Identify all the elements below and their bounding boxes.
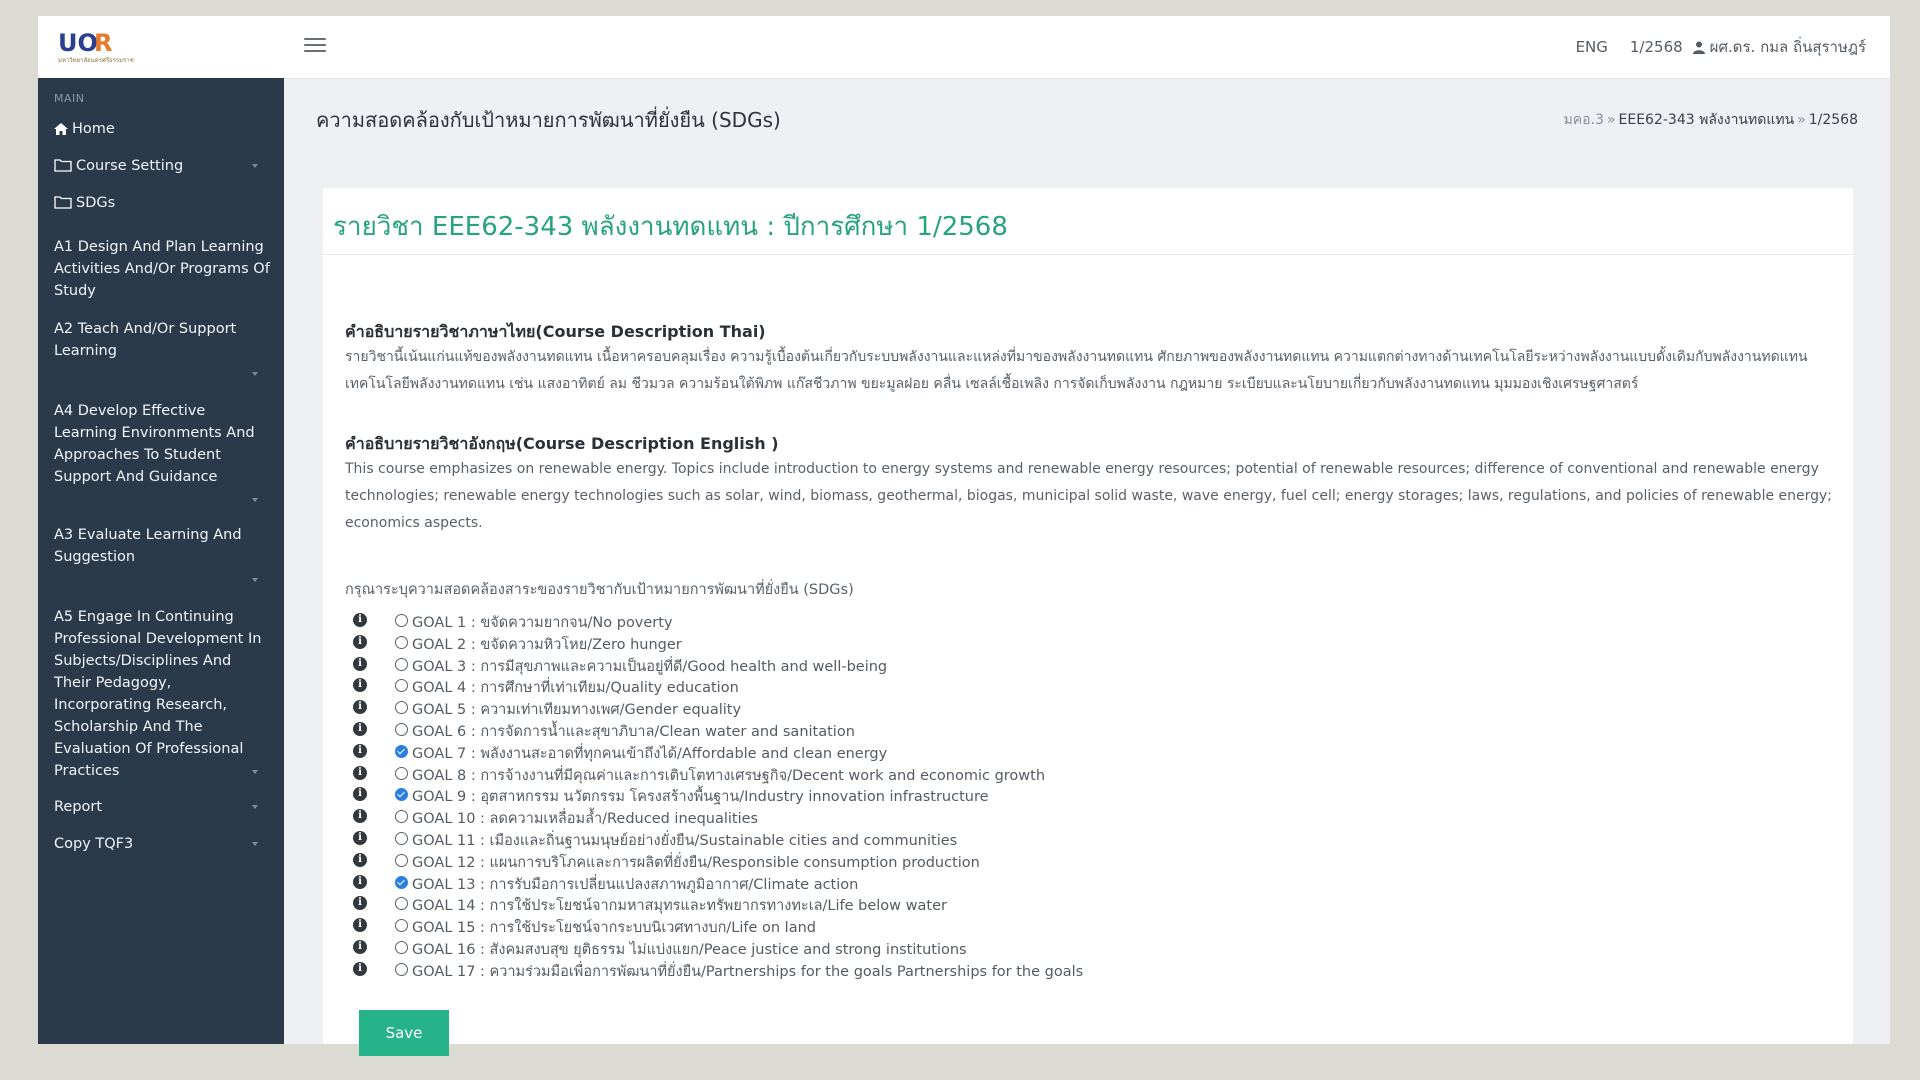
info-icon[interactable]: i — [353, 722, 367, 736]
sdg-goal-checkbox[interactable] — [395, 658, 408, 671]
sidebar-item-a4[interactable] — [54, 400, 272, 488]
sdg-goal-checkbox[interactable] — [395, 919, 408, 932]
sdg-goal-row — [323, 741, 1323, 763]
sidebar-caption: MAIN — [54, 92, 85, 105]
university-logo — [56, 29, 134, 65]
sdg-goal-checkbox[interactable] — [395, 832, 408, 845]
user-name[interactable]: ผศ.ดร. กมล ถิ่นสุราษฎร์ — [1709, 38, 1866, 56]
sdg-goal-checkbox[interactable] — [395, 810, 408, 823]
info-icon[interactable]: i — [353, 831, 367, 845]
sidebar-item-label: A3 Evaluate Learning And Suggestion — [54, 527, 242, 565]
sdg-goal-row — [323, 915, 1323, 937]
sdg-goal-checkbox[interactable] — [395, 963, 408, 976]
course-card — [323, 188, 1853, 1044]
info-icon[interactable]: i — [353, 635, 367, 649]
desc-thai-heading: คำอธิบายรายวิชาภาษาไทย(Course Description Thai) — [345, 322, 766, 341]
top-right-info — [1576, 16, 1866, 78]
info-icon[interactable]: i — [353, 875, 367, 889]
sdg-goal-row — [323, 697, 1323, 719]
sdg-goal-checkbox[interactable] — [395, 876, 408, 889]
course-title: รายวิชา EEE62-343 พลังงานทดแทน : ปีการศึกษา 1/2568 — [333, 212, 1008, 242]
info-icon[interactable]: i — [353, 962, 367, 976]
breadcrumb-item: 1/2568 — [1808, 112, 1858, 128]
sdg-goal-label: GOAL 17 : ความร่วมมือเพื่อการพัฒนาที่ยั่งยืน/Partnerships for the goals Partnerships for the goals — [412, 963, 1084, 980]
breadcrumb-item[interactable]: EEE62-343 พลังงานทดแทน — [1618, 112, 1795, 128]
breadcrumb: มคอ.3 » EEE62-343 พลังงานทดแทน » 1/2568 — [1563, 112, 1858, 128]
chevron-down-icon — [252, 164, 258, 168]
chevron-down-icon — [252, 578, 258, 582]
sidebar-item-a1[interactable] — [54, 236, 272, 302]
info-icon[interactable]: i — [353, 787, 367, 801]
sidebar-item-label: Course Setting — [76, 158, 184, 174]
sdg-goal-checkbox[interactable] — [395, 854, 408, 867]
sidebar-item-course-setting[interactable] — [54, 155, 272, 177]
home-icon — [54, 123, 68, 135]
sidebar-item-a5[interactable] — [54, 606, 272, 782]
folder-icon — [54, 158, 72, 172]
info-icon[interactable]: i — [353, 744, 367, 758]
sdg-goal-label: GOAL 2 : ขจัดความหิวโหย/Zero hunger — [412, 636, 682, 653]
sdg-goal-row — [323, 872, 1323, 894]
info-icon[interactable]: i — [353, 613, 367, 627]
sdg-goal-checkbox[interactable] — [395, 636, 408, 649]
sdg-goal-label: GOAL 5 : ความเท่าเทียมทางเพศ/Gender equality — [412, 702, 742, 719]
sdg-goal-checkbox[interactable] — [395, 788, 408, 801]
chevron-down-icon — [252, 770, 258, 774]
info-icon[interactable]: i — [353, 940, 367, 954]
sdg-goal-label: GOAL 3 : การมีสุขภาพและความเป็นอยู่ที่ดี/Good health and well-being — [412, 658, 888, 675]
sidebar-item-copy-tqf3[interactable] — [54, 833, 272, 855]
sidebar-item-a3[interactable] — [54, 524, 272, 568]
sdg-goal-row — [323, 893, 1323, 915]
chevron-down-icon — [252, 498, 258, 502]
sidebar-item-label: SDGs — [76, 195, 116, 211]
sdg-goal-row — [323, 719, 1323, 741]
info-icon[interactable]: i — [353, 700, 367, 714]
sdg-goal-row — [323, 828, 1323, 850]
chevron-down-icon — [252, 372, 258, 376]
sidebar-item-label: Report — [54, 799, 103, 815]
sidebar-item-label: A1 Design And Plan Learning Activities And/Or Programs Of Study — [54, 239, 270, 299]
sidebar-item-label: A4 Develop Effective Learning Environments And Approaches To Student Support And Guidance — [54, 403, 255, 485]
top-bar — [38, 16, 1890, 79]
svg-text:R: R — [94, 29, 113, 57]
sdg-goal-row — [323, 610, 1323, 632]
sidebar-item-label: A2 Teach And/Or Support Learning — [54, 321, 237, 359]
sidebar-item-label: Copy TQF3 — [54, 836, 134, 852]
sdg-goal-row — [323, 632, 1323, 654]
logo[interactable] — [38, 16, 284, 78]
term-label: 1/2568 — [1629, 38, 1683, 56]
sdg-goal-label: GOAL 10 : ลดความเหลื่อมล้ำ/Reduced inequalities — [412, 811, 759, 828]
sdg-goal-label: GOAL 8 : การจ้างงานที่มีคุณค่าและการเติบโตทางเศรษฐกิจ/Decent work and economic growth — [412, 767, 1046, 784]
sdg-goal-checkbox[interactable] — [395, 701, 408, 714]
sdg-goal-label: GOAL 1 : ขจัดความยากจน/No poverty — [412, 615, 673, 631]
sdg-goal-row — [323, 784, 1323, 806]
sidebar-item-home[interactable] — [54, 118, 272, 140]
desc-eng-text: This course emphasizes on renewable energy. Topics include introduction to energy systems and renewable energy resources; potential of renewable resources; difference of conventional and renewable energy technologies; renewable energy technologies such as solar, wind, biomass, geothermal, biogas, municipal solid waste, wave energy, fuel cell; energy storages; laws, regulations, and policies of renewable energy; economics aspects. — [345, 461, 1833, 531]
sdg-goal-row — [323, 850, 1323, 872]
sidebar-item-a2[interactable] — [54, 318, 272, 362]
info-icon[interactable]: i — [353, 678, 367, 692]
sdg-goal-checkbox[interactable] — [395, 614, 408, 627]
sidebar-item-label: Home — [72, 121, 115, 137]
info-icon[interactable]: i — [353, 657, 367, 671]
sdg-prompt: กรุณาระบุความสอดคล้องสาระของรายวิชากับเป้าหมายการพัฒนาที่ยั่งยืน (SDGs) — [345, 582, 854, 598]
sidebar-item-label: A5 Engage In Continuing Professional Development In Subjects/Disciplines And Their Pedagogy, Incorporating Research, Scholarship And The Evaluation Of Professional Practices — [54, 609, 262, 779]
sdg-goal-row — [323, 654, 1323, 676]
language-switch[interactable]: ENG — [1575, 38, 1608, 56]
info-icon[interactable]: i — [353, 853, 367, 867]
sdg-goal-label: GOAL 9 : อุตสาหกรรม นวัตกรรม โครงสร้างพื้นฐาน/Industry innovation infrastructure — [412, 789, 989, 806]
sdg-goal-label: GOAL 7 : พลังงานสะอาดที่ทุกคนเข้าถึงได้/Affordable and clean energy — [412, 745, 888, 762]
sdg-goal-label: GOAL 12 : แผนการบริโภคและการผลิตที่ยั่งยืน/Responsible consumption production — [412, 854, 980, 871]
sdg-goal-label: GOAL 13 : การรับมือการเปลี่ยนแปลงสภาพภูมิอากาศ/Climate action — [412, 876, 859, 893]
menu-toggle-icon[interactable] — [304, 38, 326, 56]
info-icon[interactable]: i — [353, 896, 367, 910]
chevron-down-icon — [252, 805, 258, 809]
sdg-goal-row — [323, 806, 1323, 828]
sdg-goal-row — [323, 959, 1323, 981]
sdg-goal-checkbox[interactable] — [395, 745, 408, 758]
sdg-goal-checkbox[interactable] — [395, 941, 408, 954]
desc-eng-heading: คำอธิบายรายวิชาอังกฤษ(Course Description English ) — [345, 434, 779, 453]
sidebar — [38, 78, 284, 1044]
info-icon[interactable]: i — [353, 918, 367, 932]
app-window — [38, 16, 1890, 1044]
sdg-goal-label: GOAL 14 : การใช้ประโยชน์จากมหาสมุทรและทรัพยากรทางทะเล/Life below water — [412, 898, 947, 915]
sdg-goal-checkbox[interactable] — [395, 679, 408, 692]
info-icon[interactable]: i — [353, 766, 367, 780]
sidebar-item-sdgs[interactable] — [54, 192, 272, 214]
sidebar-item-report[interactable] — [54, 796, 272, 818]
chevron-down-icon — [252, 842, 258, 846]
svg-text:UO: UO — [58, 29, 98, 57]
sdg-goal-label: GOAL 16 : สังคมสงบสุข ยุติธรรม ไม่แบ่งแยก/Peace justice and strong institutions — [412, 942, 967, 958]
sdg-goal-checkbox[interactable] — [395, 723, 408, 736]
folder-icon — [54, 195, 72, 209]
user-icon — [1693, 41, 1705, 54]
sdg-goal-row — [323, 675, 1323, 697]
sdg-goal-label: GOAL 4 : การศึกษาที่เท่าเทียม/Quality education — [412, 680, 739, 697]
svg-text:มหาวิทยาลัยนครศรีธรรมราช: มหาวิทยาลัยนครศรีธรรมราช — [58, 57, 134, 64]
page-title: ความสอดคล้องกับเป้าหมายการพัฒนาที่ยั่งยืน (SDGs) — [316, 108, 781, 132]
save-button[interactable]: Save — [359, 1010, 449, 1056]
desc-thai-text: รายวิชานี้เน้นแก่นแท้ของพลังงานทดแทน เนื้อหาครอบคลุมเรื่อง ความรู้เบื้องต้นเกี่ยวกับระบบพลังงานและแหล่งที่มาของพลังงานทดแทน ศักยภาพของพลังงานทดแทน ความแตกต่างทางด้านเทคโนโลยีระหว่างพลังงานแบบดั้งเดิมกับพลังงานทดแทน เทคโนโลยีพลังงานทดแทน เช่น แสงอาทิตย์ ลม ชีวมวล ความร้อนใต้พิภพ แก๊สชีวภาพ ขยะมูลฝอย คลื่น เซลล์เชื้อเพลิง การจัดเก็บพลังงาน กฎหมาย ระเบียบและนโยบายเกี่ยวกับพลังงานทดแทน มุมมองเชิงเศรษฐศาสตร์ — [345, 349, 1808, 392]
info-icon[interactable]: i — [353, 809, 367, 823]
sdg-goal-row — [323, 763, 1323, 785]
sdg-goal-checkbox[interactable] — [395, 897, 408, 910]
card-header — [323, 188, 1853, 255]
sdg-goal-label: GOAL 15 : การใช้ประโยชน์จากระบบนิเวศทางบก/Life on land — [412, 920, 816, 937]
breadcrumb-item[interactable]: มคอ.3 — [1563, 112, 1604, 128]
sdg-goal-label: GOAL 11 : เมืองและถิ่นฐานมนุษย์อย่างยั่งยืน/Sustainable cities and communities — [412, 833, 958, 849]
sdg-goal-row — [323, 937, 1323, 959]
sdg-goal-label: GOAL 6 : การจัดการน้ำและสุขาภิบาล/Clean water and sanitation — [412, 724, 855, 740]
sdg-goal-checkbox[interactable] — [395, 767, 408, 780]
